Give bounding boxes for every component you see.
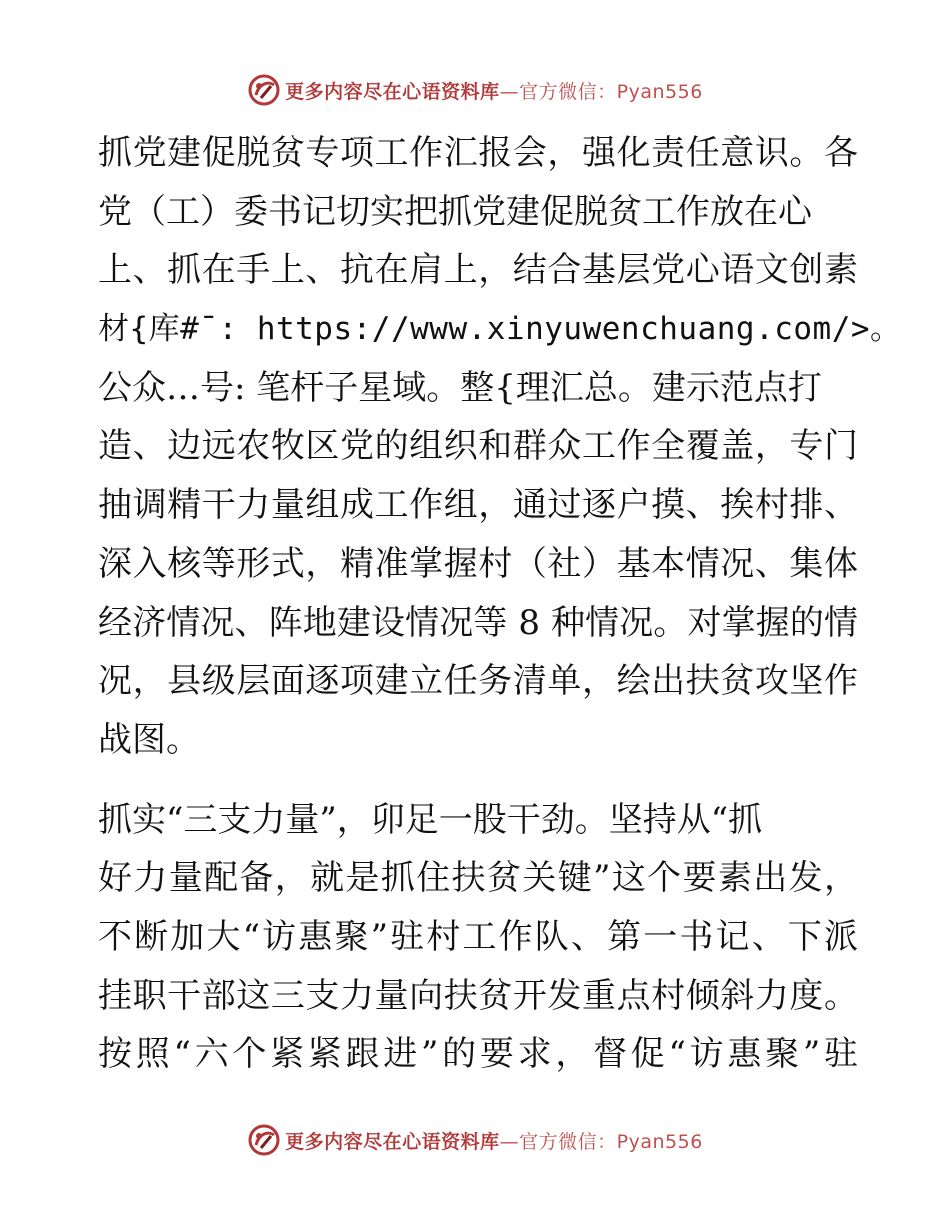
paragraph-1 (98, 124, 902, 770)
text-line: 战图。 (98, 719, 200, 760)
paragraph-2 (98, 791, 858, 1084)
red-swirl-logo-icon (247, 1123, 281, 1157)
document-body (98, 124, 902, 1084)
red-swirl-logo-icon (247, 73, 281, 107)
text-line: 公众…号: 笔杆子星域。整{理汇总。建示范点打 (98, 367, 822, 408)
text-line: 好力量配备，就是抓住扶贫关键”这个要素出发， (98, 858, 858, 899)
text-line-url: 材{库#¯: https://www.xinyuwenchuang.com/>。 (98, 311, 902, 348)
header-banner-text (285, 77, 703, 104)
footer-banner-title: 更多内容尽在心语资料库 (285, 1130, 500, 1153)
text-line: 党（工）委书记切实把抓党建促脱贫工作放在心 (98, 191, 812, 232)
footer-banner-text (285, 1127, 703, 1154)
text-line: 况，县级层面逐项建立任务清单，绘出扶贫攻坚作 (98, 661, 858, 702)
footer-banner-contact: —官方微信：Pyan556 (499, 1130, 703, 1153)
text-line: 按照“六个紧紧跟进”的要求，督促“访惠聚”驻 (98, 1034, 858, 1075)
text-line: 抽调精干力量组成工作组，通过逐户摸、挨村排、 (98, 485, 858, 526)
paragraph-gap (98, 770, 858, 791)
text-line: 抓实“三支力量”，卯足一股干劲。坚持从“抓 (98, 799, 763, 840)
footer-banner (0, 1120, 950, 1160)
header-banner-contact: —官方微信：Pyan556 (499, 80, 703, 103)
text-line: 挂职干部这三支力量向扶贫开发重点村倾斜力度。 (98, 975, 858, 1016)
header-banner-title: 更多内容尽在心语资料库 (285, 80, 500, 103)
text-line: 经济情况、阵地建设情况等 8 种情况。对掌握的情 (98, 602, 858, 643)
text-line: 上、抓在手上、抗在肩上，结合基层党心语文创素 (98, 250, 858, 291)
text-line: 不断加大“访惠聚”驻村工作队、第一书记、下派 (98, 916, 858, 957)
header-banner (0, 70, 950, 110)
text-line: 抓党建促脱贫专项工作汇报会，强化责任意识。各 (98, 133, 858, 173)
text-line: 造、边远农牧区党的组织和群众工作全覆盖，专门 (98, 426, 858, 467)
text-line: 深入核等形式，精准掌握村（社）基本情况、集体 (98, 543, 858, 584)
